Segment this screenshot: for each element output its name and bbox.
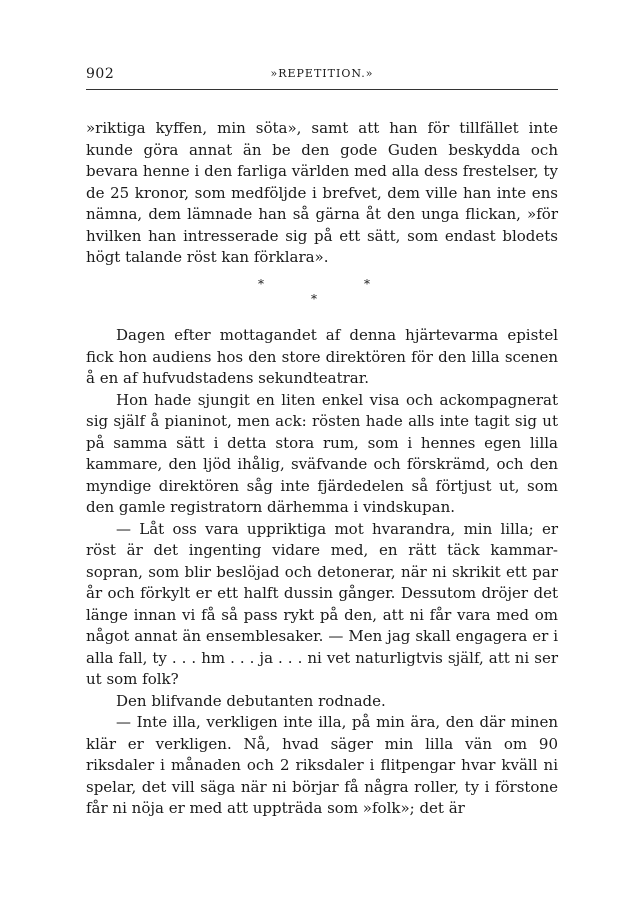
paragraph: — Låt oss vara uppriktiga mot hvarandra, min lilla; er röst är det ingenting vidare med, en rätt täck kammar-sopran, som blir beslöjad och detonerar, när ni skrikit ett par år och förkylt er ett halft dussin gånger. Dessutom dröjer det länge innan vi få så pass rykt på den, att ni får vara med om något annat än ensemblesaker. — Men jag skall engagera er i alla fall, ty . . . hm . . . ja . . . ni vet naturligtvis själf, att ni ser ut som folk? (86, 519, 558, 688)
page-number: 902 (86, 66, 115, 82)
header-rule (86, 89, 558, 90)
page-header (86, 66, 558, 88)
asterism (86, 272, 558, 312)
text-block-2 (86, 325, 558, 820)
asterism-star: * (364, 277, 370, 291)
text-block-1 (86, 118, 558, 269)
paragraph: »riktiga kyffen, min söta», samt att han för tillfället inte kunde göra annat än be den gode Guden beskydda och bevara henne i den farliga världen med alla dess frestelser, ty de 25 kronor, som medföljde i brefvet, dem ville han inte ens nämna, dem lämnade han så gärna åt den unga flickan, »för hvilken han intresserade sig på ett sätt, som endast blodets högt talande röst kan förklara». (86, 119, 558, 266)
asterism-star: * (311, 292, 317, 306)
paragraph: Hon hade sjungit en liten enkel visa och ackompagnerat sig själf å pianinot, men ack: rösten hade alls inte tagit sig ut på samma sätt i detta stora rum, som i hennes egen lilla kammare, den ljöd ihålig, sväfvande och förskrämd, och den myndige direktören såg inte fjärdedelen så förtjust ut, som den gamle registratorn därhemma i vindskupan. (86, 390, 558, 516)
paragraph: — Inte illa, verkligen inte illa, på min ära, den där minen klär er verkligen. Nå, hvad säger min lilla vän om 90 riksdaler i månaden och 2 riksdaler i flitpengar hvar kväll ni spelar, det vill säga när ni börjar få några roller, ty i förstone får ni nöja er med att uppträda som »folk»; det är (86, 713, 558, 817)
paragraph: Dagen efter mottagandet af denna hjärtevarma epistel fick hon audiens hos den store direktören för den lilla scenen å en af hufvudstadens sekundteatrar. (86, 326, 558, 387)
paragraph: Den blifvande debutanten rodnade. (116, 691, 386, 710)
running-head: »REPETITION.» (270, 67, 374, 80)
book-page (86, 0, 558, 919)
asterism-star: * (258, 277, 264, 291)
